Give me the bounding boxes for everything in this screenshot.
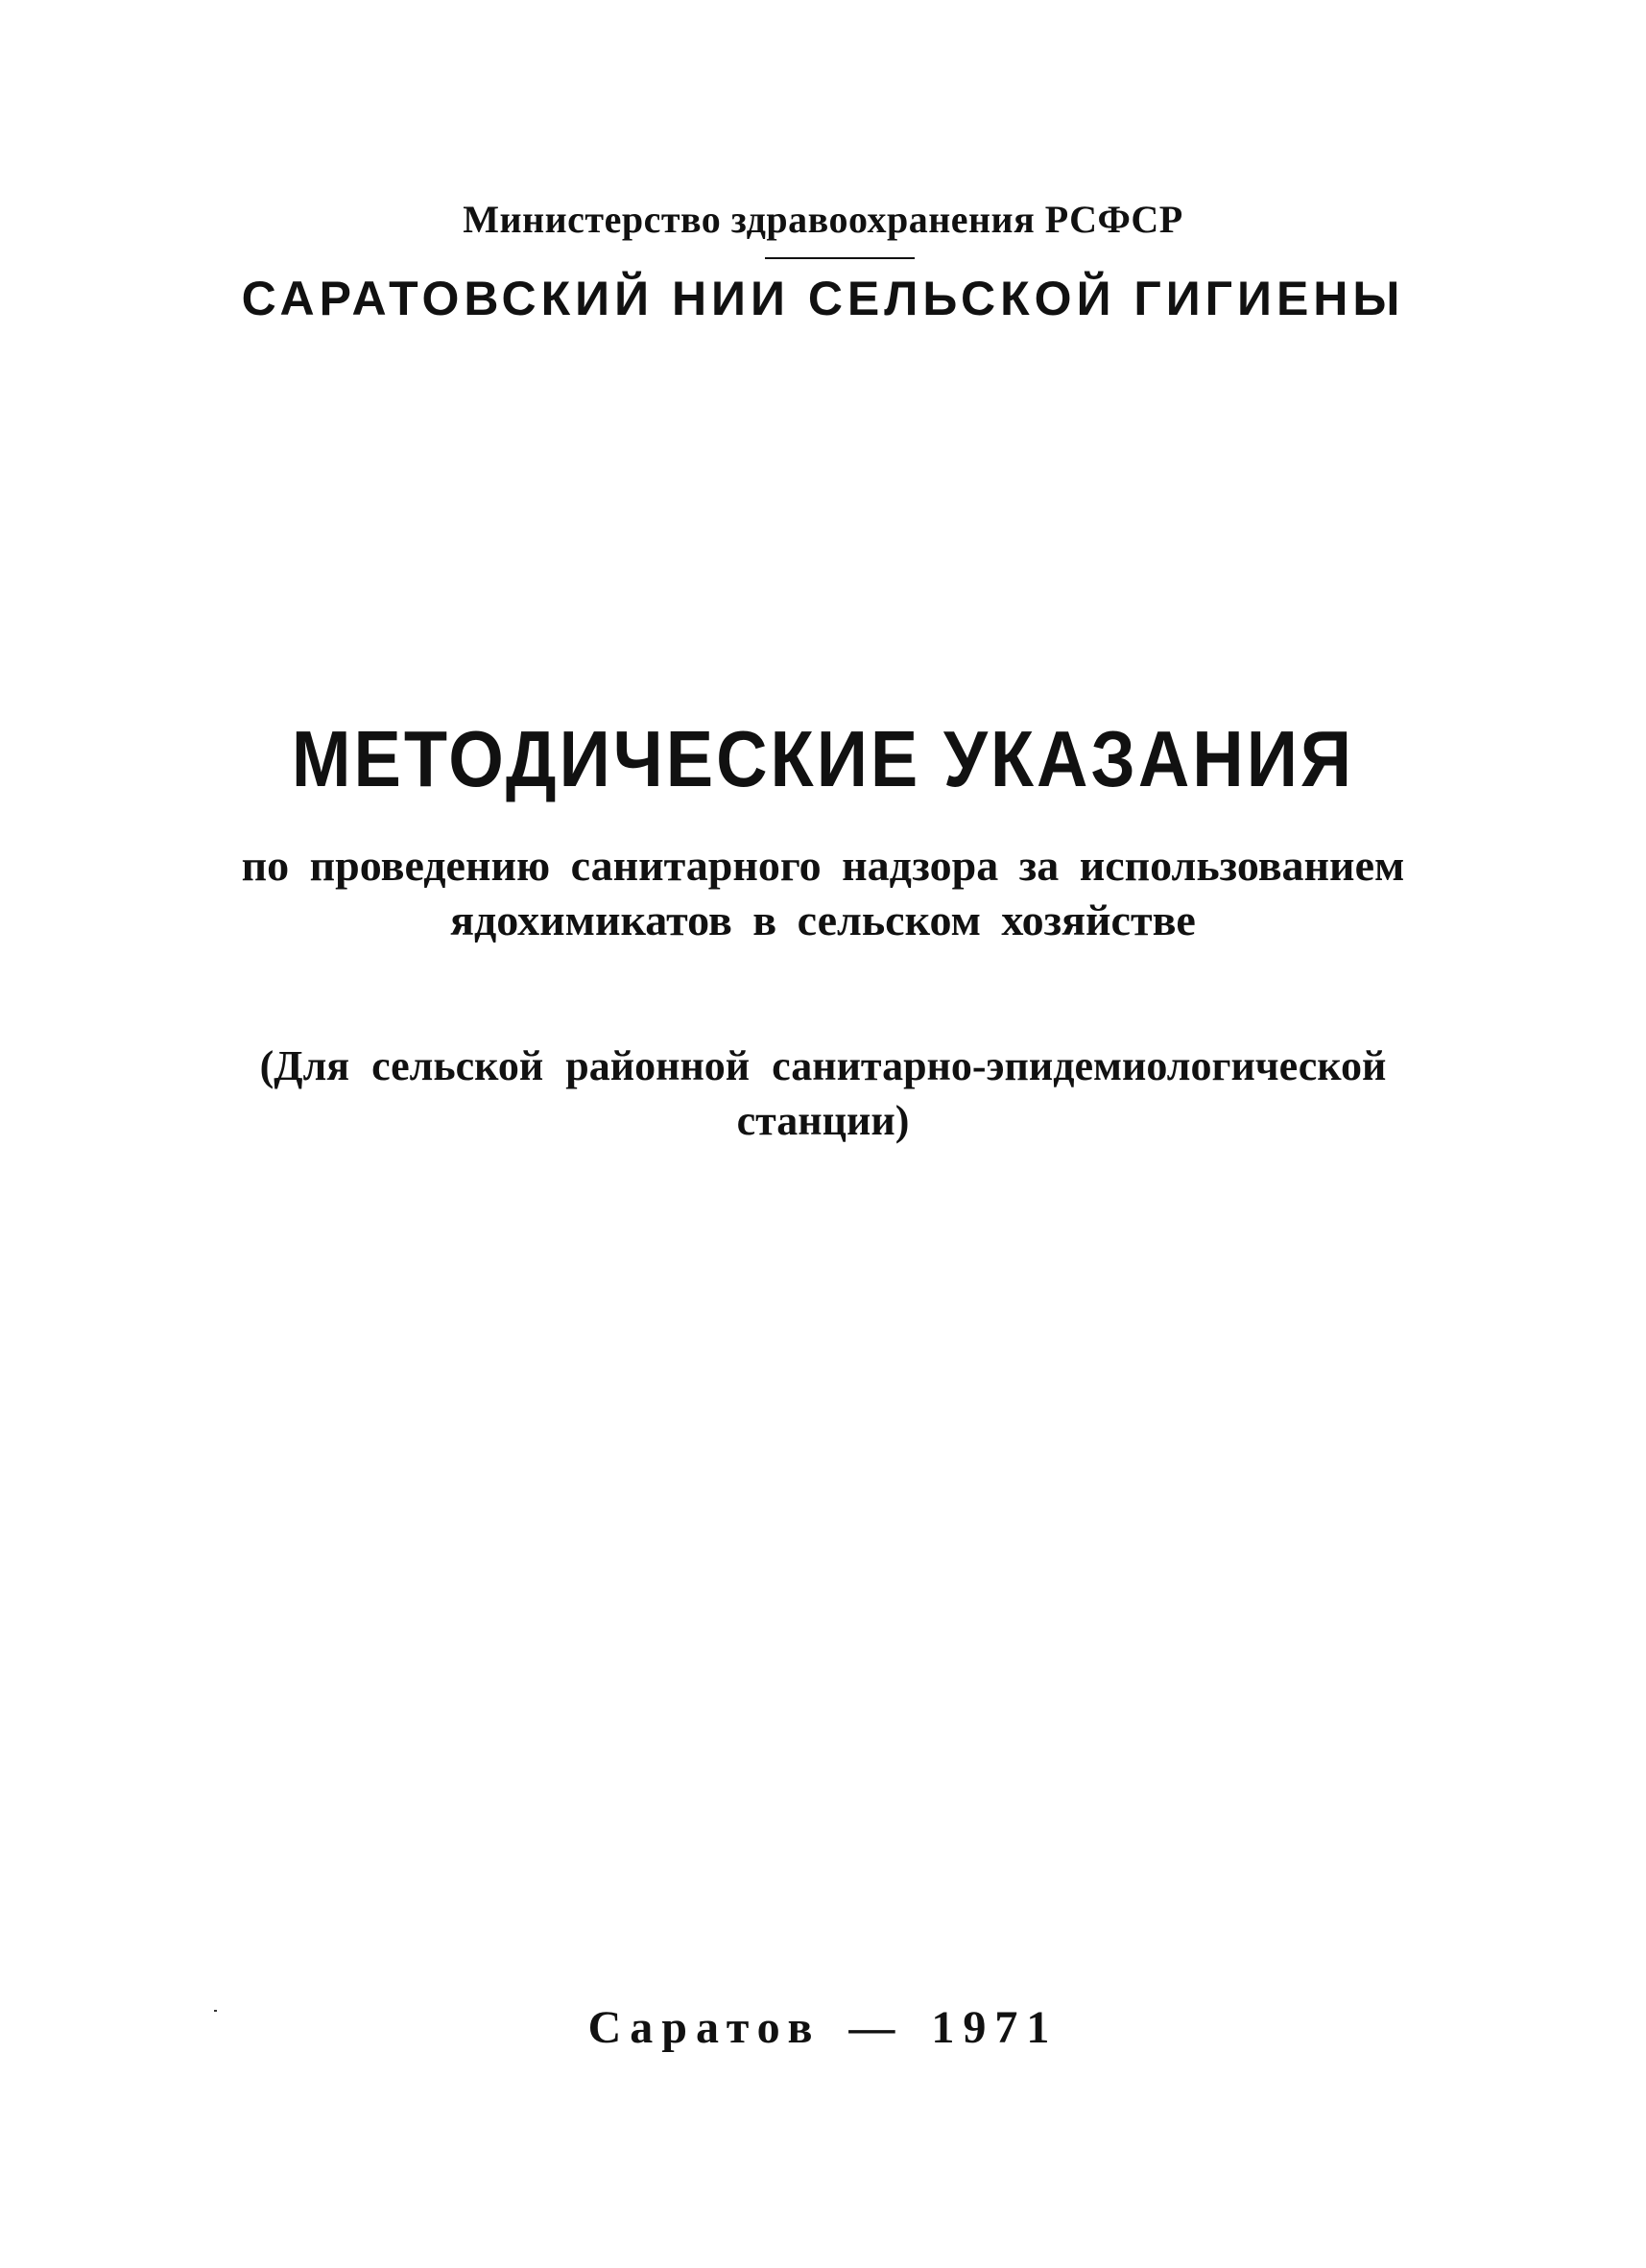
subtitle-line-1: по проведению санитарного надзора за использованием	[241, 841, 1405, 890]
imprint-place-year: Саратов — 1971	[587, 2002, 1059, 2053]
institute-name: САРАТОВСКИЙ НИИ СЕЛЬСКОЙ ГИГИЕНЫ	[241, 272, 1405, 325]
document-title: МЕТОДИЧЕСКИЕ УКАЗАНИЯ	[291, 714, 1355, 803]
audience-note-line-1: (Для сельской районной санитарно-эпидемиологической	[259, 1042, 1387, 1089]
audience-note-line-2: станции)	[736, 1097, 910, 1144]
ministry-name: Министерство здравоохранения РСФСР	[463, 198, 1183, 241]
subtitle-line-2: ядохимикатов в сельском хозяйстве	[450, 895, 1196, 944]
header-divider	[765, 257, 915, 259]
